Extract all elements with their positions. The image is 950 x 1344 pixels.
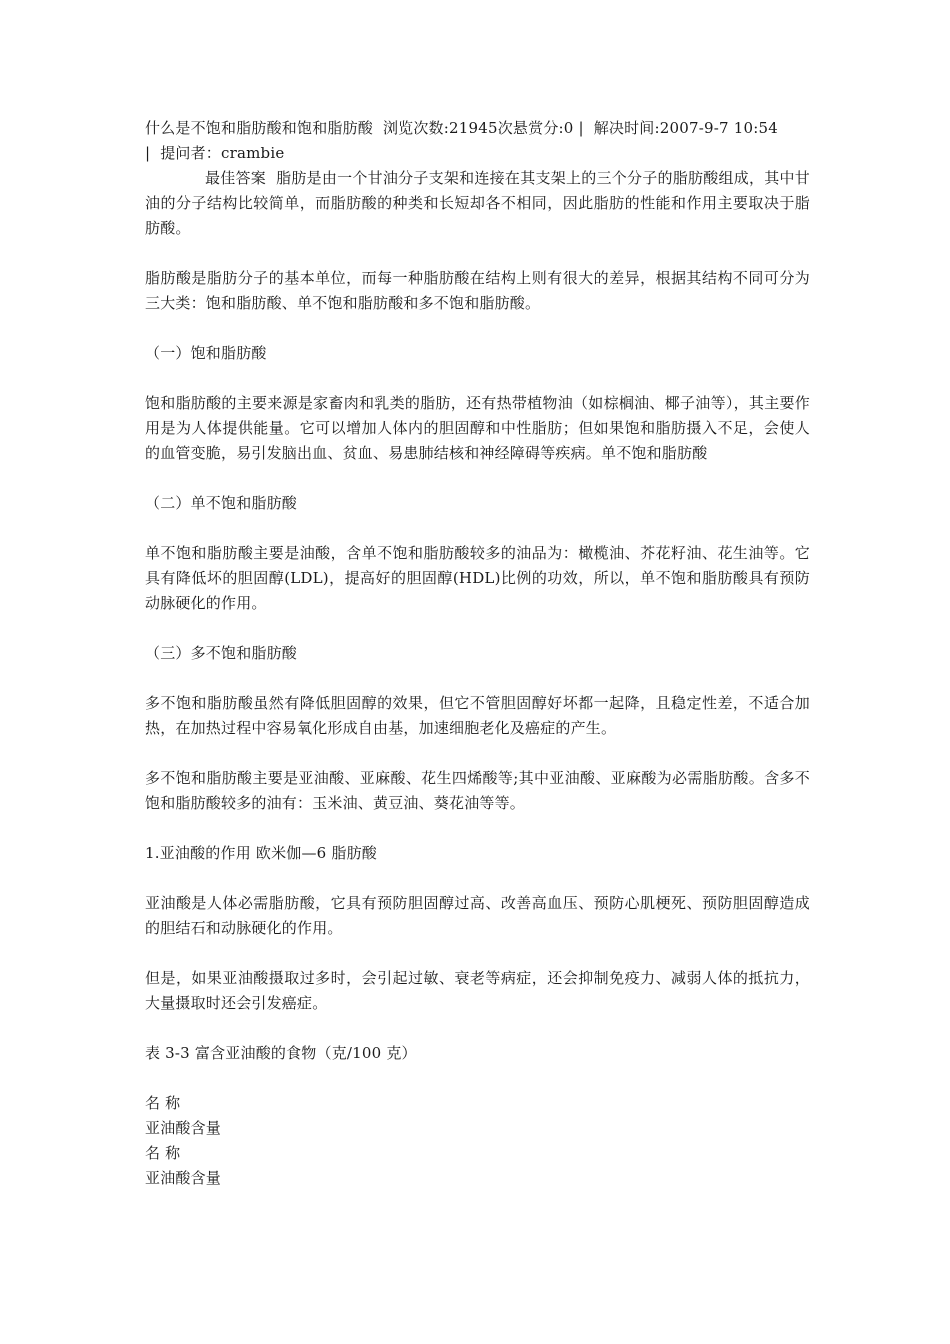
paragraph-linoleic-benefits: 亚油酸是人体必需脂肪酸，它具有预防胆固醇过高、改善高血压、预防心肌梗死、预防胆固醇造成的胆结石和动脉硬化的作用。 — [145, 894, 810, 937]
view-count: 浏览次数:21945次悬赏分:0 — [382, 119, 574, 137]
paragraph-linoleic-risks: 但是，如果亚油酸摄取过多时，会引起过敏、衰老等病症，还会抑制免疫力、减弱人体的抵抗力，大量摄取时还会引发癌症。 — [145, 969, 810, 1012]
best-answer-label: 最佳答案 — [205, 169, 267, 187]
paragraph-monounsaturated: 单不饱和脂肪酸主要是油酸，含单不饱和脂肪酸较多的油品为：橄榄油、芥花籽油、花生油等。它具有降低坏的胆固醇(LDL)，提高好的胆固醇(HDL)比例的功效，所以，单不饱和脂肪酸具有预防动脉硬化的作用。 — [145, 544, 810, 612]
separator: | — [145, 144, 151, 162]
paragraph-polyunsaturated-sources: 多不饱和脂肪酸主要是亚油酸、亚麻酸、花生四烯酸等;其中亚油酸、亚麻酸为必需脂肪酸。含多不饱和脂肪酸较多的油有：玉米油、黄豆油、葵花油等等。 — [145, 769, 810, 812]
heading-monounsaturated: （二）单不饱和脂肪酸 — [145, 494, 298, 512]
table-cell-linoleic-content: 亚油酸含量 — [145, 1169, 222, 1187]
paragraph-fatty-acid-types: 脂肪酸是脂肪分子的基本单位，而每一种脂肪酸在结构上则有很大的差异，根据其结构不同可分为三大类：饱和脂肪酸、单不饱和脂肪酸和多不饱和脂肪酸。 — [145, 269, 810, 312]
solved-time: 解决时间:2007-9-7 10:54 — [593, 119, 778, 137]
table-cell-name: 名 称 — [145, 1144, 181, 1162]
question-header — [145, 116, 810, 166]
heading-saturated: （一）饱和脂肪酸 — [145, 344, 267, 362]
separator: | — [578, 119, 584, 137]
asker: 提问者：crambie — [160, 144, 285, 162]
heading-linoleic-acid: 1.亚油酸的作用 欧米伽—6 脂肪酸 — [145, 844, 377, 862]
best-answer-intro: 脂肪是由一个甘油分子支架和连接在其支架上的三个分子的脂肪酸组成，其中甘油的分子结构比较简单，而脂肪酸的种类和长短却各不相同，因此脂肪的性能和作用主要取决于脂肪酸。 — [145, 169, 810, 237]
paragraph-saturated: 饱和脂肪酸的主要来源是家畜肉和乳类的脂肪，还有热带植物油（如棕榈油、椰子油等），其主要作用是为人体提供能量。它可以增加人体内的胆固醇和中性脂肪；但如果饱和脂肪摄入不足，会使人的血管变脆，易引发脑出血、贫血、易患肺结核和神经障碍等疾病。单不饱和脂肪酸 — [145, 394, 810, 462]
table-caption: 表 3-3 富含亚油酸的食物（克/100 克） — [145, 1044, 417, 1062]
best-answer-paragraph — [145, 166, 810, 241]
document-page — [145, 116, 810, 1191]
question-title: 什么是不饱和脂肪酸和饱和脂肪酸 — [145, 119, 374, 137]
table-cell-name: 名 称 — [145, 1094, 181, 1112]
paragraph-polyunsaturated: 多不饱和脂肪酸虽然有降低胆固醇的效果，但它不管胆固醇好坏都一起降，且稳定性差，不适合加热，在加热过程中容易氧化形成自由基，加速细胞老化及癌症的产生。 — [145, 694, 810, 737]
table-cell-linoleic-content: 亚油酸含量 — [145, 1119, 222, 1137]
heading-polyunsaturated: （三）多不饱和脂肪酸 — [145, 644, 298, 662]
